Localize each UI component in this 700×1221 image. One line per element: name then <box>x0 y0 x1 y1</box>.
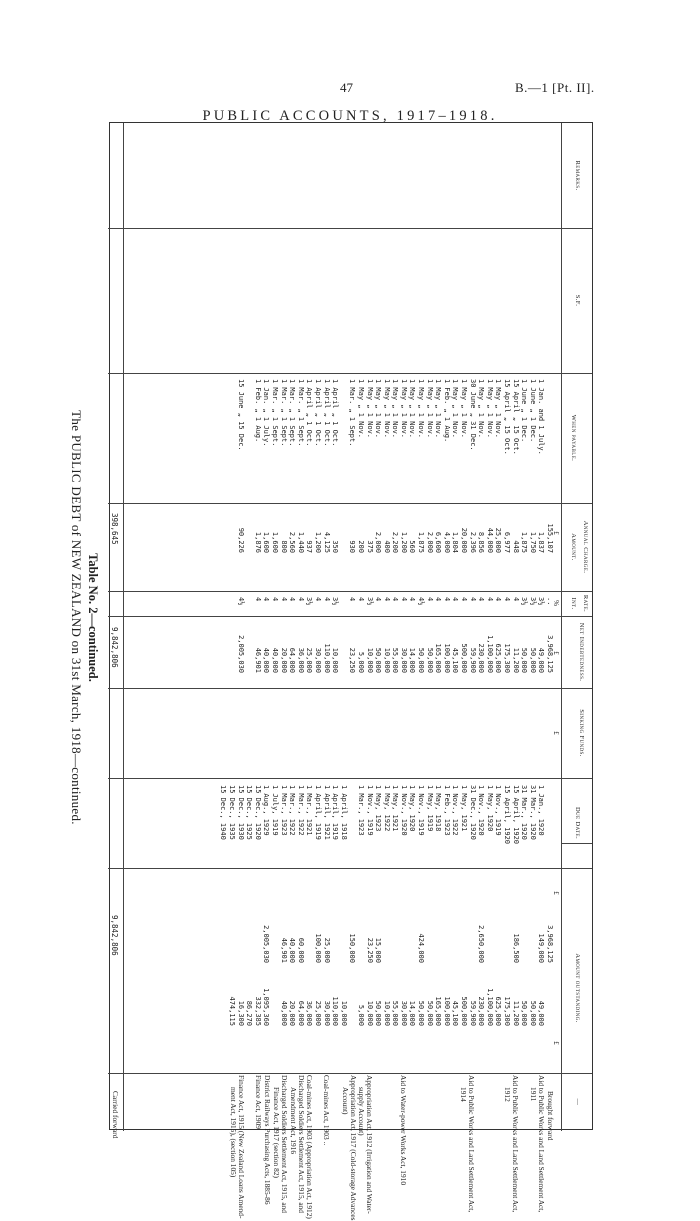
table-label: Table No. 2—continued. <box>86 553 100 682</box>
divider <box>108 778 592 779</box>
divider <box>108 503 592 504</box>
label-soldiers-1916: Discharged Soldiers Settlement Act, 1915, and <box>297 1075 306 1214</box>
col-header-when-payable: When payable. <box>570 414 577 462</box>
label-aid-1914: 1914 <box>459 1087 468 1102</box>
page-title: PUBLIC ACCOUNTS, 1917–1918. <box>202 108 498 124</box>
label-finance-1915: ment Act, 1915), (section 105) <box>229 1087 238 1178</box>
label-appropriation-1917: Appropriation Act, 1917 (Cold-storage Advances <box>349 1075 358 1221</box>
unit-pound: £ <box>552 731 560 735</box>
total-annual-charge: 398,645 <box>110 513 119 545</box>
header-rule <box>561 123 562 1131</box>
col-header-remarks: Remarks. <box>574 160 581 191</box>
label-water-power: Aid to Water-power Works Act, 1910 <box>399 1075 408 1186</box>
col-header-due-date: Due Date. <box>574 806 581 840</box>
label-aid-1911: Aid to Public Works and Land Settlement Act, <box>537 1075 546 1213</box>
annual-amount-column: 155,107 1,837 1,750 1,875 448 6,977 25,000 44,000 8,856 2,396 20,000 1,804 4,000 6,600 2,000 1,875 560 1,200 2,200 400 2,000 375 200 930 350 4,125 1,200 937 1,440 2,560 800 1,600 1,600 1,876 90,226 <box>236 523 554 553</box>
divider <box>108 591 592 592</box>
unit-pound: £ <box>552 891 560 895</box>
table-title: The PUBLIC DEBT of NEW ZEALAND on 31st March, 1918—continued. <box>69 410 84 825</box>
col-header-sinking-funds: Sinking Funds. <box>578 709 585 757</box>
label-carried-forward: Carried forward <box>111 1091 120 1139</box>
amount-totals-column: 3,968,125 149,000 186,500 2,650,000 424,000 15,000 23,250 150,000 25,000 100,000 60,000 40,000 46,901 2,005,030 <box>262 925 554 963</box>
debt-table <box>109 122 593 1221</box>
divider <box>108 868 592 869</box>
label-appropriation-1912: supply Account) <box>357 1087 366 1136</box>
label-soldiers-1917: Discharged Soldiers Settlement Act, 1915, and <box>280 1075 289 1214</box>
col-header-amount: Amount. <box>570 533 577 561</box>
label-brought-forward: Brought forward <box>546 1091 555 1141</box>
unit-pound: £ <box>552 1041 560 1045</box>
total-amount-outstanding: 9,842,806 <box>110 915 119 956</box>
unit-pound: £ <box>552 651 560 655</box>
document-reference: B.—1 [Pt. II]. <box>515 80 595 95</box>
label-appropriation-1912: Appropriation Act, 1912 (Irrigation and Water- <box>365 1075 374 1214</box>
totals-rule <box>123 123 124 1131</box>
net-indebtedness-column: 3,968,125 49,000 50,000 50,000 11,200 175,300 625,000 1,100,000 230,000 59,900 500,000 45,100 100,000 165,000 50,000 50,000 14,000 30,000 55,000 10,000 50,000 10,000 5,000 23,250 10,000 110,000 30,000 25,000 36,000 64,000 20,000 40,000 40,000 46,901 2,005,030 <box>236 635 554 673</box>
when-payable-column: 1 Jan. and 1 July. 1 June „ 1 Dec. 1 June „ 1 Dec. 15 April „ 15 Oct. 15 April „ 15 Oct. 1 May „ 1 Nov. 1 May „ 1 Nov. 1 May „ 1 Nov. 30 June „ 31 Dec. 1 May „ 1 Nov. 1 May „ 1 Nov. 1 Feb. „ 1 Aug. 1 May „ 1 Nov. 1 May „ 1 Nov. 1 May „ 1 Nov. 1 May „ 1 Nov. 1 May „ 1 Nov. 1 May „ 1 Nov. 1 May „ 1 Nov. 1 May „ 1 Nov. 1 May „ 1 Nov. 1 May „ 1 Nov. 1 Mar. „ 1 Sept. 1 April „ 1 Oct. 1 April „ 1 Oct. 1 April „ 1 Oct. 1 April „ 1 Oct. 1 Mar. „ 1 Sept. 1 Mar. „ 1 Sept. 1 Mar. „ 1 Sept. 1 Mar. „ 1 Sept. 1 Jan. „ 1 July. 1 Feb. „ 1 Aug. 15 June „ 15 Dec. <box>236 379 546 455</box>
total-net-indebtedness: 9,842,806 <box>110 627 119 668</box>
label-aid-1914: Aid to Public Works and Land Settlement Act, <box>467 1075 476 1213</box>
col-header-rate-sf: S.F. <box>574 294 581 307</box>
col-header-annual-charge: Annual Charge. <box>582 520 589 574</box>
label-coal-mines: Coal-mines Act, 1903 .. <box>322 1075 331 1146</box>
amount-items-column: 49,000 50,000 50,000 11,200 175,300 625,000 1,100,000 230,000 59,900 500,000 45,100 100,000 165,000 50,000 50,000 14,000 30,000 55,000 10,000 50,000 10,000 5,000 10,000 110,000 30,000 25,000 36,000 64,000 20,000 40,000 1,095,360 332,385 86,270 16,300 474,115 <box>228 988 546 1026</box>
divider <box>108 688 592 689</box>
label-aid-1912: Aid to Public Works and Land Settlement Act, <box>511 1075 520 1213</box>
label-appropriation-1917: Account) <box>341 1087 350 1115</box>
page-number: 47 <box>340 80 353 95</box>
divider <box>108 228 592 229</box>
label-coal-mines-1912: Coal-mines Act, 1903 (Appropriation Act, 1912) <box>305 1075 314 1219</box>
rotated-table-page <box>60 105 620 1221</box>
label-finance-1915: Finance Act, 1915 (New Zealand Loans Amend- <box>237 1075 246 1219</box>
col-header-rate: Rate. <box>582 594 589 613</box>
interest-rate-column: .. 3½ 3½ 3½ 4 4 4 4 4 4 4 4 4 4 4 4½ 4 4 4 4 4 3½ 4 4 3½ 4 4 3½ 4 4 4 4 4 4 4½ <box>236 597 554 606</box>
col-header-amount-outstanding: Amount outstanding. <box>574 953 581 1023</box>
label-soldiers-1917: Finance Act, 1917 (section 82) <box>272 1087 281 1178</box>
divider <box>108 616 592 617</box>
unit-pound: £ <box>552 531 560 535</box>
due-date-column: 1 Jan., 1920 31 Mar., 1920 31 Mar., 1920 15 April, 1920 15 April, 1920 1 Nov., 1919 1 May, 1920 1 Nov., 1920 31 Dec., 1920 1 May, 1921 1 Nov., 1922 1 Feb., 1923 1 May, 1918 1 May, 1919 1 Nov., 1919 1 May, 1920 1 Nov., 1920 1 May, 1921 1 May, 1922 1 May, 1923 1 Nov., 1919 1 Mar., 1923 1 April, 1918 1 April, 1919 1 April, 1921 1 April, 1919 1 Mar., 1921 1 Mar., 1922 1 Mar., 1922 1 Mar., 1923 1 July, 1919 1 Aug., 1929 15 Dec., 1920 15 Dec., 1925 15 Dec., 1930 15 Dec., 1935 15 Dec., 1940 <box>219 785 546 845</box>
divider <box>108 1073 592 1074</box>
unit-percent: % <box>552 600 560 606</box>
label-soldiers-1916: Amendment Act, 1916 <box>289 1087 298 1155</box>
label-aid-1911: 1911 <box>529 1087 538 1102</box>
label-railways: District Railways Purchasing Acts, 1885-86 <box>263 1075 272 1205</box>
divider <box>108 373 592 374</box>
col-header-net-indebtedness: Net Indebtedness. <box>578 622 585 682</box>
label-finance-1909: Finance Act, 1909 <box>254 1075 263 1129</box>
label-aid-1912: 1912 <box>503 1087 512 1102</box>
col-header-rate-int: Int. <box>570 597 577 610</box>
col-header-blank: — <box>574 1098 581 1106</box>
